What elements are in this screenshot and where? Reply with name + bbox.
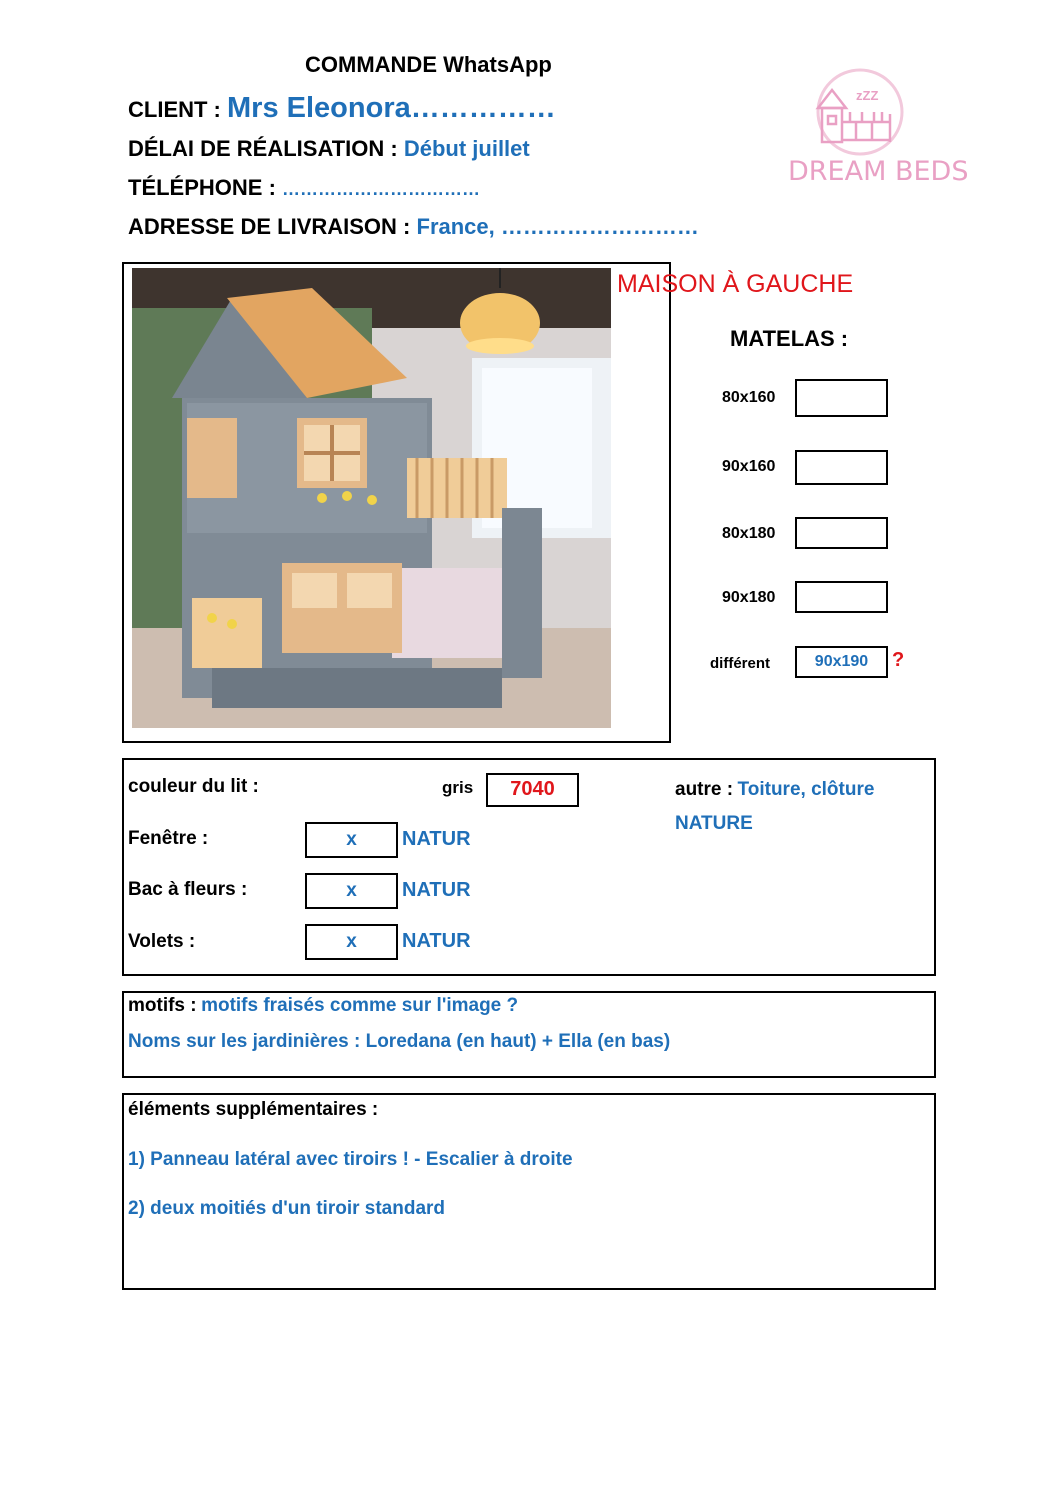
bac-fleurs-mark-field[interactable]: x xyxy=(305,873,398,909)
autre-value-2: NATURE xyxy=(675,813,753,834)
matelas-size-label: 90x160 xyxy=(722,458,776,475)
motifs-label: motifs : xyxy=(128,995,197,1016)
supplements-label: éléments supplémentaires : xyxy=(128,1099,379,1120)
supplements-section xyxy=(122,1093,936,1290)
bac-fleurs-value: NATUR xyxy=(402,879,471,901)
bunk-bed-house-image-icon xyxy=(132,268,611,728)
volets-value: NATUR xyxy=(402,930,471,952)
gris-label: gris xyxy=(442,778,474,797)
delai-line xyxy=(128,136,530,162)
adresse-line xyxy=(128,214,699,240)
autre-value: Toiture, clôture xyxy=(737,779,875,800)
client-value: Mrs Eleonora…………… xyxy=(227,92,556,124)
volets-mark-field[interactable]: x xyxy=(305,924,398,960)
document-title: COMMANDE WhatsApp xyxy=(305,52,552,77)
delai-label: DÉLAI DE RÉALISATION : xyxy=(128,136,398,161)
motifs-value: motifs fraisés comme sur l'image ? xyxy=(201,995,519,1016)
supplement-item-1: 1) Panneau latéral avec tiroirs ! - Escalier à droite xyxy=(128,1149,573,1170)
matelas-90x160-field[interactable] xyxy=(795,450,888,485)
bac-fleurs-label: Bac à fleurs : xyxy=(128,879,248,900)
autre-label: autre : xyxy=(675,779,734,800)
matelas-80x160-field[interactable] xyxy=(795,379,888,417)
volets-label: Volets : xyxy=(128,931,196,952)
telephone-line xyxy=(128,175,480,201)
adresse-label: ADRESSE DE LIVRAISON : xyxy=(128,214,411,239)
matelas-different-field[interactable]: 90x190 xyxy=(795,646,888,678)
logo-text: DREAM BEDS xyxy=(788,156,969,187)
fenetre-value: NATUR xyxy=(402,828,471,850)
client-line xyxy=(128,92,556,125)
delai-value: Début juillet xyxy=(403,136,530,161)
fenetre-mark-field[interactable]: x xyxy=(305,822,398,858)
matelas-size-label: 80x180 xyxy=(722,525,776,542)
autre-line xyxy=(675,779,874,801)
matelas-size-label: 90x180 xyxy=(722,589,776,606)
couleur-label: couleur du lit : xyxy=(128,776,259,797)
model-note: MAISON À GAUCHE xyxy=(617,270,854,298)
question-mark: ? xyxy=(892,649,905,671)
jardinieres-names: Noms sur les jardinières : Loredana (en haut) + Ella (en bas) xyxy=(128,1031,671,1052)
matelas-label: MATELAS : xyxy=(730,326,849,351)
client-label: CLIENT : xyxy=(128,97,221,122)
matelas-80x180-field[interactable] xyxy=(795,517,888,549)
matelas-size-label: 80x160 xyxy=(722,389,776,406)
gris-value-field[interactable]: 7040 xyxy=(486,773,579,807)
adresse-value: France, ……………………… xyxy=(416,214,699,239)
fenetre-label: Fenêtre : xyxy=(128,828,209,849)
supplement-item-2: 2) deux moitiés d'un tiroir standard xyxy=(128,1198,446,1219)
telephone-label: TÉLÉPHONE : xyxy=(128,175,276,200)
bunk-bed-photo xyxy=(132,268,611,728)
matelas-different-label: différent xyxy=(710,655,770,672)
motifs-line xyxy=(128,995,518,1017)
matelas-90x180-field[interactable] xyxy=(795,581,888,613)
logo-zzz: zZZ xyxy=(856,88,879,103)
telephone-value: …………………………… xyxy=(282,179,481,199)
dream-beds-logo xyxy=(786,68,969,192)
